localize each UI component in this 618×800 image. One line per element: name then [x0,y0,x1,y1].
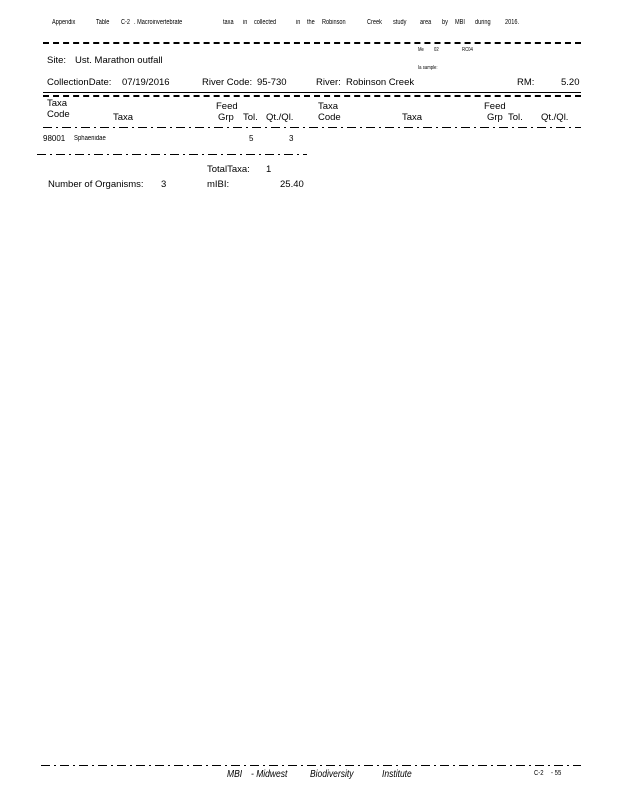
corner-note: 02 [434,47,439,53]
footer-org: - Midwest [251,769,288,780]
col-qtql: Qt./Ql. [541,112,569,123]
col-feed: Grp [218,112,234,123]
rm-value: 5.20 [561,77,580,88]
river-label: River: [316,77,341,88]
info-rule-1 [43,92,581,93]
col-feed: Feed [484,101,506,112]
title-word: area [420,19,432,26]
total-taxa-label: TotalTaxa: [207,164,250,175]
organisms-value: 3 [161,179,167,190]
row-tol: 5 [249,134,254,143]
organisms-label: Number of Organisms: [48,179,144,190]
rm-label: RM: [517,77,535,88]
title-word: Creek [367,19,382,26]
title-word: MBI [455,19,465,26]
river-code: 95-730 [257,77,287,88]
footer-rule [41,765,581,766]
footer-org: Biodiversity [310,769,354,780]
title-word: in [296,19,301,26]
title-word: in [243,19,248,26]
footer-org: Institute [382,769,412,780]
title-word: study [393,19,407,26]
title-word: collected [254,19,277,26]
site-label: Site: [47,55,67,66]
footer-page: C-2 [534,770,544,777]
title-word: Appendix [52,19,76,26]
row-taxa: Sphaeriidae [74,135,106,142]
site-name: Ust. Marathon outfall [75,55,163,66]
collection-date-label: CollectionDate: [47,77,112,88]
col-taxa-code: Taxa [318,101,339,112]
col-feed: Grp [487,112,503,123]
col-feed: Feed [216,101,238,112]
title-word: . Macroinvertebrate [134,19,183,26]
col-qtql: Qt./Ql. [266,112,294,123]
corner-note: Me [418,47,424,53]
footer-org: MBI [227,769,243,780]
river-name: Robinson Creek [346,77,415,88]
footer-page-number: - 55 [551,770,562,777]
title-word: Robinson [322,19,346,26]
top-rule [43,42,581,44]
title-word: C-2 [121,19,131,26]
col-taxa-code: Taxa [47,98,68,109]
corner-note: RC04 [462,47,473,53]
row-code: 98001 [43,134,66,143]
river-code-label: River Code: [202,77,253,88]
mibi-value: 25.40 [280,179,304,190]
info-rule-2 [43,95,581,97]
corner-note: Ia sample: [418,65,438,71]
header-rule [43,127,581,128]
col-taxa-code: Code [318,112,341,123]
rows-rule [37,154,307,155]
title-word: by [442,19,448,26]
row-qtql: 3 [289,134,294,143]
title-word: the [307,19,315,26]
title-word: Table [96,19,110,26]
total-taxa-value: 1 [266,164,272,175]
title-word: 2016. [505,19,520,26]
title-word: taxa [223,19,234,26]
mibi-label: mIBI: [207,179,230,190]
collection-date: 07/19/2016 [122,77,170,88]
col-taxa: Taxa [113,112,134,123]
col-tol: Tol. [508,112,523,123]
col-tol: Tol. [243,112,258,123]
title-word: during [475,19,491,26]
col-taxa-code: Code [47,109,70,120]
col-taxa: Taxa [402,112,423,123]
